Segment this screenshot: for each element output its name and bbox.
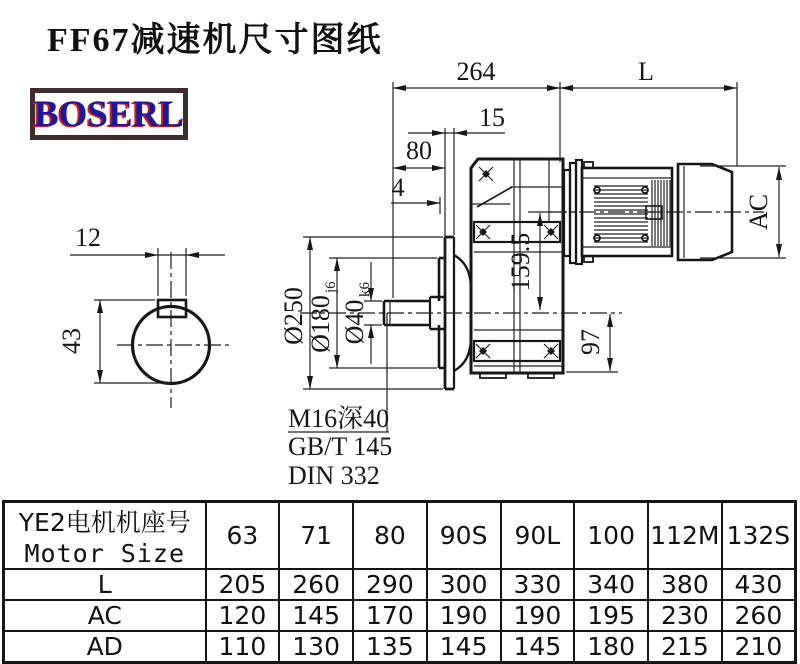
col-header: 90L bbox=[501, 502, 575, 570]
boserl-logo-text: BOSERL bbox=[33, 93, 185, 135]
table-cell: 195 bbox=[574, 600, 648, 631]
table-cell: 130 bbox=[279, 631, 353, 663]
col-header: 132S bbox=[722, 502, 796, 570]
table-cell: 430 bbox=[722, 569, 796, 600]
table-cell: 330 bbox=[501, 569, 575, 600]
table-cell: 145 bbox=[279, 600, 353, 631]
table-cell: 230 bbox=[648, 600, 722, 631]
table-cell: 210 bbox=[722, 631, 796, 663]
table-cell: 135 bbox=[353, 631, 427, 663]
table-cell: 190 bbox=[501, 600, 575, 631]
motor-size-header bbox=[4, 502, 206, 570]
dim-80: 80 bbox=[406, 136, 432, 165]
table-cell: 180 bbox=[574, 631, 648, 663]
dim-97: 97 bbox=[576, 329, 605, 355]
dim-dia180: Ø180 bbox=[306, 295, 335, 353]
table-cell: 145 bbox=[427, 631, 501, 663]
col-header: 63 bbox=[206, 502, 280, 570]
dim-dia40-fit: k6 bbox=[357, 282, 373, 297]
dim-AC: AC bbox=[744, 193, 773, 231]
dim-264: 264 bbox=[456, 57, 496, 86]
dim-4: 4 bbox=[391, 173, 405, 202]
col-header: 71 bbox=[279, 502, 353, 570]
dim-dia40: Ø40 bbox=[340, 299, 369, 345]
table-row bbox=[4, 600, 796, 631]
table-cell: 215 bbox=[648, 631, 722, 663]
note-gb: GB/T 145 bbox=[288, 432, 393, 461]
motor-size-header-cn: YE2电机机座号 bbox=[18, 508, 191, 537]
table-cell: 260 bbox=[722, 600, 796, 631]
table-cell: 145 bbox=[501, 631, 575, 663]
dim-bore-height: 43 bbox=[57, 328, 86, 354]
dim-keyway-width: 12 bbox=[75, 223, 101, 252]
col-header: 80 bbox=[353, 502, 427, 570]
col-header: 112M bbox=[648, 502, 722, 570]
dim-L: L bbox=[638, 57, 654, 86]
table-header-row bbox=[4, 502, 796, 570]
table-cell: 340 bbox=[574, 569, 648, 600]
table-cell: 380 bbox=[648, 569, 722, 600]
col-header: 90S bbox=[427, 502, 501, 570]
dimension-15-80-4 bbox=[391, 103, 505, 294]
page-title: FF67减速机尺寸图纸 bbox=[47, 22, 383, 59]
table-cell: 120 bbox=[206, 600, 280, 631]
table-cell: 190 bbox=[427, 600, 501, 631]
table-row bbox=[4, 569, 796, 600]
dim-dia250: Ø250 bbox=[279, 287, 308, 345]
motor-size-header-en: Motor Size bbox=[24, 539, 185, 568]
note-din: DIN 332 bbox=[288, 461, 380, 490]
dim-15: 15 bbox=[479, 103, 505, 132]
dim-dia180-fit: j6 bbox=[323, 281, 339, 293]
row-label: AC bbox=[4, 600, 206, 631]
dimension-table bbox=[2, 500, 797, 664]
row-label: L bbox=[4, 569, 206, 600]
dim-159-5: 159.5 bbox=[506, 232, 535, 292]
section-dimensions bbox=[57, 223, 225, 383]
row-label: AD bbox=[4, 631, 206, 663]
table-cell: 300 bbox=[427, 569, 501, 600]
table-row bbox=[4, 631, 796, 663]
table-cell: 290 bbox=[353, 569, 427, 600]
shaft-section-view bbox=[117, 252, 229, 408]
note-thread: M16深40 bbox=[288, 404, 390, 433]
table-cell: 170 bbox=[353, 600, 427, 631]
col-header: 100 bbox=[574, 502, 648, 570]
table-cell: 110 bbox=[206, 631, 280, 663]
table-cell: 260 bbox=[279, 569, 353, 600]
table-cell: 205 bbox=[206, 569, 280, 600]
